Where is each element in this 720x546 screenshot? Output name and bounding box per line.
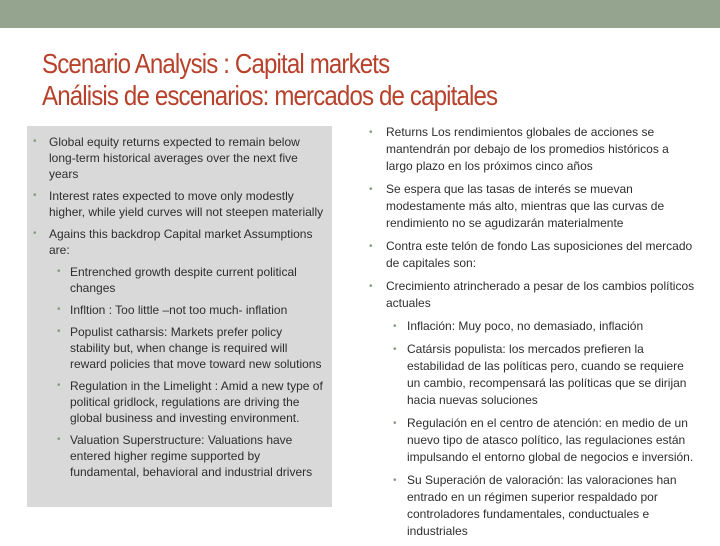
bullet-text: Crecimiento atrincherado a pesar de los cambios políticos actuales	[386, 279, 695, 310]
title-line-english: Scenario Analysis : Capital markets	[42, 48, 390, 79]
bullet-icon: •	[393, 475, 397, 486]
bullet-item	[366, 238, 696, 272]
bullet-text: Regulation in the Limelight : Amid a new type of political gridlock, regulations are driving the global business and investing environment.	[70, 379, 323, 425]
bullet-icon: •	[57, 326, 61, 337]
sub-bullet-item	[366, 415, 696, 466]
bullet-text: Global equity returns expected to remain below long-term historical averages over the next five years	[49, 135, 300, 181]
spanish-bullet-panel	[366, 124, 696, 546]
sub-bullet-item	[33, 264, 324, 296]
bullet-item	[33, 188, 324, 220]
bullet-icon: •	[369, 127, 373, 138]
bullet-text: Populist catharsis: Markets prefer policy stability but, when change is required will reward policies that move toward new solutions	[70, 325, 322, 371]
sub-bullet-item	[33, 324, 324, 372]
bullet-item	[366, 278, 696, 312]
bullet-icon: •	[33, 190, 37, 201]
slide-title	[42, 48, 610, 112]
bullet-icon: •	[393, 418, 397, 429]
bullet-item	[366, 181, 696, 232]
bullet-item	[33, 226, 324, 258]
bullet-text: Infltion : Too little –not too much- inflation	[70, 303, 288, 317]
bullet-text: Su Superación de valoración: las valoraciones han entrado en un régimen superior respaldado por controladores fundamentales, conductuales e industriales	[407, 473, 677, 538]
sub-bullet-item	[33, 432, 324, 480]
sub-bullet-item	[366, 472, 696, 540]
title-line-spanish: Análisis de escenarios: mercados de capitales	[42, 80, 498, 111]
bullet-text: Se espera que las tasas de interés se muevan modestamente más alto, mientras que las curvas de rendimiento no se agudizarán materialmente	[386, 182, 665, 230]
bullet-text: Valuation Superstructure: Valuations have entered higher regime supported by fundamental, behavioral and industrial drivers	[70, 433, 313, 479]
bullet-item	[366, 124, 696, 175]
spanish-bullet-list	[366, 124, 696, 540]
bullet-text: Agains this backdrop Capital market Assumptions are:	[49, 227, 313, 257]
bullet-icon: •	[393, 344, 397, 355]
bullet-text: Returns Los rendimientos globales de acciones se mantendrán por debajo de los promedios históricos a largo plazo en los próximos cinco años	[386, 125, 669, 173]
bullet-icon: •	[369, 241, 373, 252]
bullet-icon: •	[57, 434, 61, 445]
bullet-icon: •	[369, 281, 373, 292]
sub-bullet-item	[33, 302, 324, 318]
bullet-text: Interest rates expected to move only modestly higher, while yield curves will not steepen materially	[49, 189, 324, 219]
bullet-icon: •	[33, 136, 37, 147]
bullet-icon: •	[57, 266, 61, 277]
sub-bullet-item	[366, 318, 696, 335]
bullet-text: Entrenched growth despite current political changes	[70, 265, 297, 295]
bullet-icon: •	[369, 184, 373, 195]
sub-bullet-item	[33, 378, 324, 426]
bullet-icon: •	[57, 380, 61, 391]
english-bullet-list	[33, 134, 324, 480]
english-bullet-panel	[27, 126, 332, 507]
bullet-icon: •	[393, 321, 397, 332]
bullet-item	[33, 134, 324, 182]
sub-bullet-item	[366, 341, 696, 409]
bullet-icon: •	[57, 304, 61, 315]
bullet-text: Regulación en el centro de atención: en medio de un nuevo tipo de atasco político, las regulaciones están impulsando el entorno global de negocios e inversión.	[407, 416, 694, 464]
bullet-text: Inflación: Muy poco, no demasiado, inflación	[407, 319, 644, 333]
top-accent-bar	[0, 0, 720, 28]
bullet-icon: •	[33, 228, 37, 239]
bullet-text: Catársis populista: los mercados prefieren la estabilidad de las políticas pero, cuando se requiere un cambio, recompensará las políticas que se dirijan hacia nuevas soluciones	[407, 342, 687, 407]
bullet-text: Contra este telón de fondo Las suposiciones del mercado de capitales son:	[386, 239, 693, 270]
